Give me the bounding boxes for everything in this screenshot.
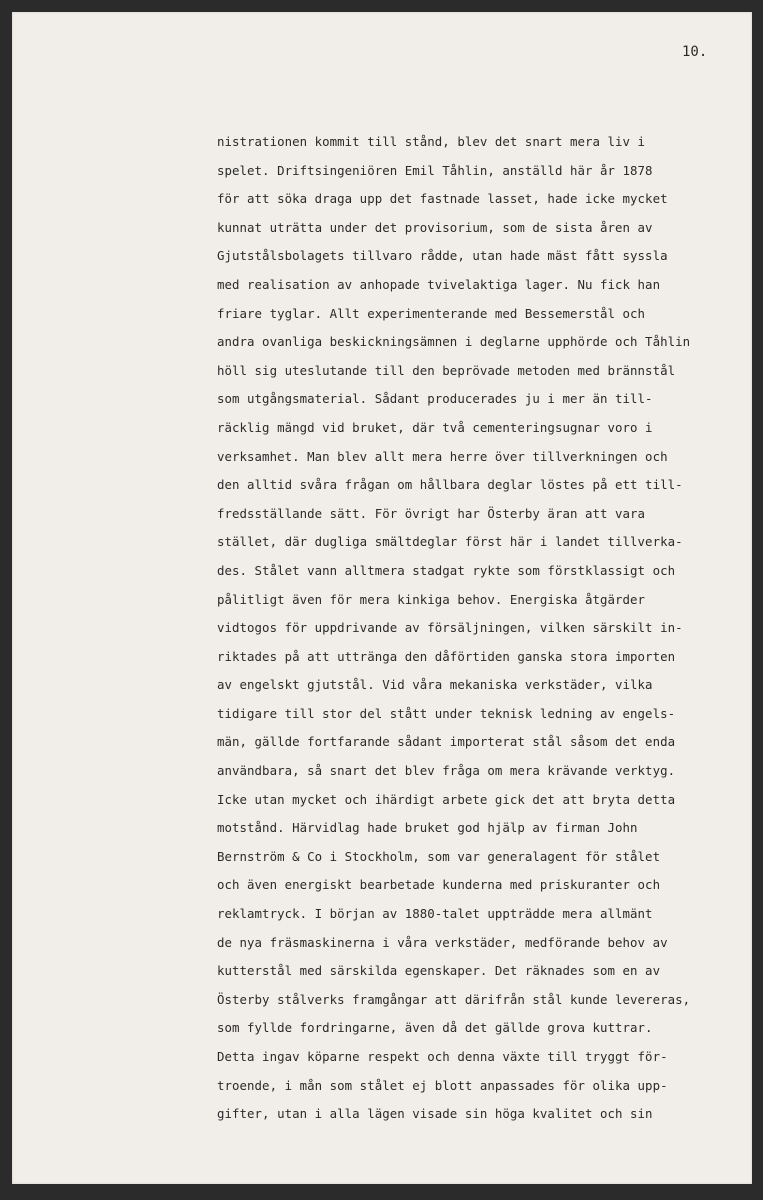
text-line: de nya fräsmaskinerna i våra verkstäder, medförande behov av xyxy=(217,934,668,950)
text-line: för att söka draga upp det fastnade lasset, hade icke mycket xyxy=(217,191,668,207)
text-line: som fyllde fordringarne, även då det gällde grova kuttrar. xyxy=(217,1020,653,1036)
text-line: med realisation av anhopade tvivelaktiga lager. Nu fick han xyxy=(217,276,661,292)
text-line: som utgångsmaterial. Sådant producerades ju i mer än till- xyxy=(217,391,653,407)
text-line: verksamhet. Man blev allt mera herre över tillverkningen och xyxy=(217,448,668,464)
body-text xyxy=(217,128,757,1129)
text-line: troende, i mån som stålet ej blott anpassades för olika upp- xyxy=(217,1077,668,1093)
text-line: Gjutstålsbolagets tillvaro rådde, utan hade mäst fått syssla xyxy=(217,248,668,264)
text-line: höll sig uteslutande till den beprövade metoden med brännstål xyxy=(217,362,676,378)
text-line: och även energiskt bearbetade kunderna med priskuranter och xyxy=(217,877,661,893)
text-line: pålitligt även för mera kinkiga behov. Energiska åtgärder xyxy=(217,591,646,607)
text-line: Bernström & Co i Stockholm, som var generalagent för stålet xyxy=(217,848,661,864)
text-line: motstånd. Härvidlag hade bruket god hjälp av firman John xyxy=(217,820,638,836)
text-line: Detta ingav köparne respekt och denna växte till tryggt för- xyxy=(217,1049,668,1064)
text-line: av engelskt gjutstål. Vid våra mekaniska verkstäder, vilka xyxy=(217,677,653,693)
text-line: räcklig mängd vid bruket, där två cementeringsugnar voro i xyxy=(217,419,653,435)
text-line: reklamtryck. I början av 1880-talet uppträdde mera allmänt xyxy=(217,906,653,922)
text-line: riktades på att utträngа den dåförtiden ganska stora importen xyxy=(217,648,676,664)
text-line: Österby stålverks framgångar att därifrån stål kunde levereras, xyxy=(217,991,691,1007)
text-line: vidtogos för uppdrivande av försäljningen, vilken särskilt in- xyxy=(217,620,683,636)
text-line: kunnat uträtta under det provisorium, som de sista åren av xyxy=(217,219,653,235)
text-line: spelet. Driftsingeniören Emil Tåhlin, anställd här år 1878 xyxy=(217,162,653,178)
text-line: män, gällde fortfarande sådant importerat stål såsom det enda xyxy=(217,734,676,750)
text-line: fredsställande sätt. För övrigt har Österby äran att vara xyxy=(217,505,646,521)
text-line: nistrationen kommit till stånd, blev det snart mera liv i xyxy=(217,134,646,149)
text-line: den alltid svåra frågan om hållbara deglar löstes på ett till- xyxy=(217,477,683,493)
text-line: stället, där dugliga smältdeglar först här i landet tillverka- xyxy=(217,534,683,550)
text-line: andra ovanliga beskickningsämnen i deglarne upphörde och Tåhlin xyxy=(217,334,691,350)
text-line: gifter, utan i alla lägen visade sin höga kvalitet och sin xyxy=(217,1106,653,1122)
document-page xyxy=(12,12,752,1184)
text-line: des. Stålet vann alltmera stadgat rykte som förstklassigt och xyxy=(217,562,676,578)
text-line: användbara, så snart det blev fråga om mera krävande verktyg. xyxy=(217,763,676,779)
text-line: friare tyglar. Allt experimenterande med Bessemerstål och xyxy=(217,305,646,321)
page-number: 10. xyxy=(682,44,708,60)
text-line: kutterstål med särskilda egenskaper. Det räknades som en av xyxy=(217,963,661,979)
text-line: tidigare till stor del stått under teknisk ledning av engels- xyxy=(217,705,676,721)
text-line: Icke utan mycket och ihärdigt arbete gick det att bryta detta xyxy=(217,791,676,807)
